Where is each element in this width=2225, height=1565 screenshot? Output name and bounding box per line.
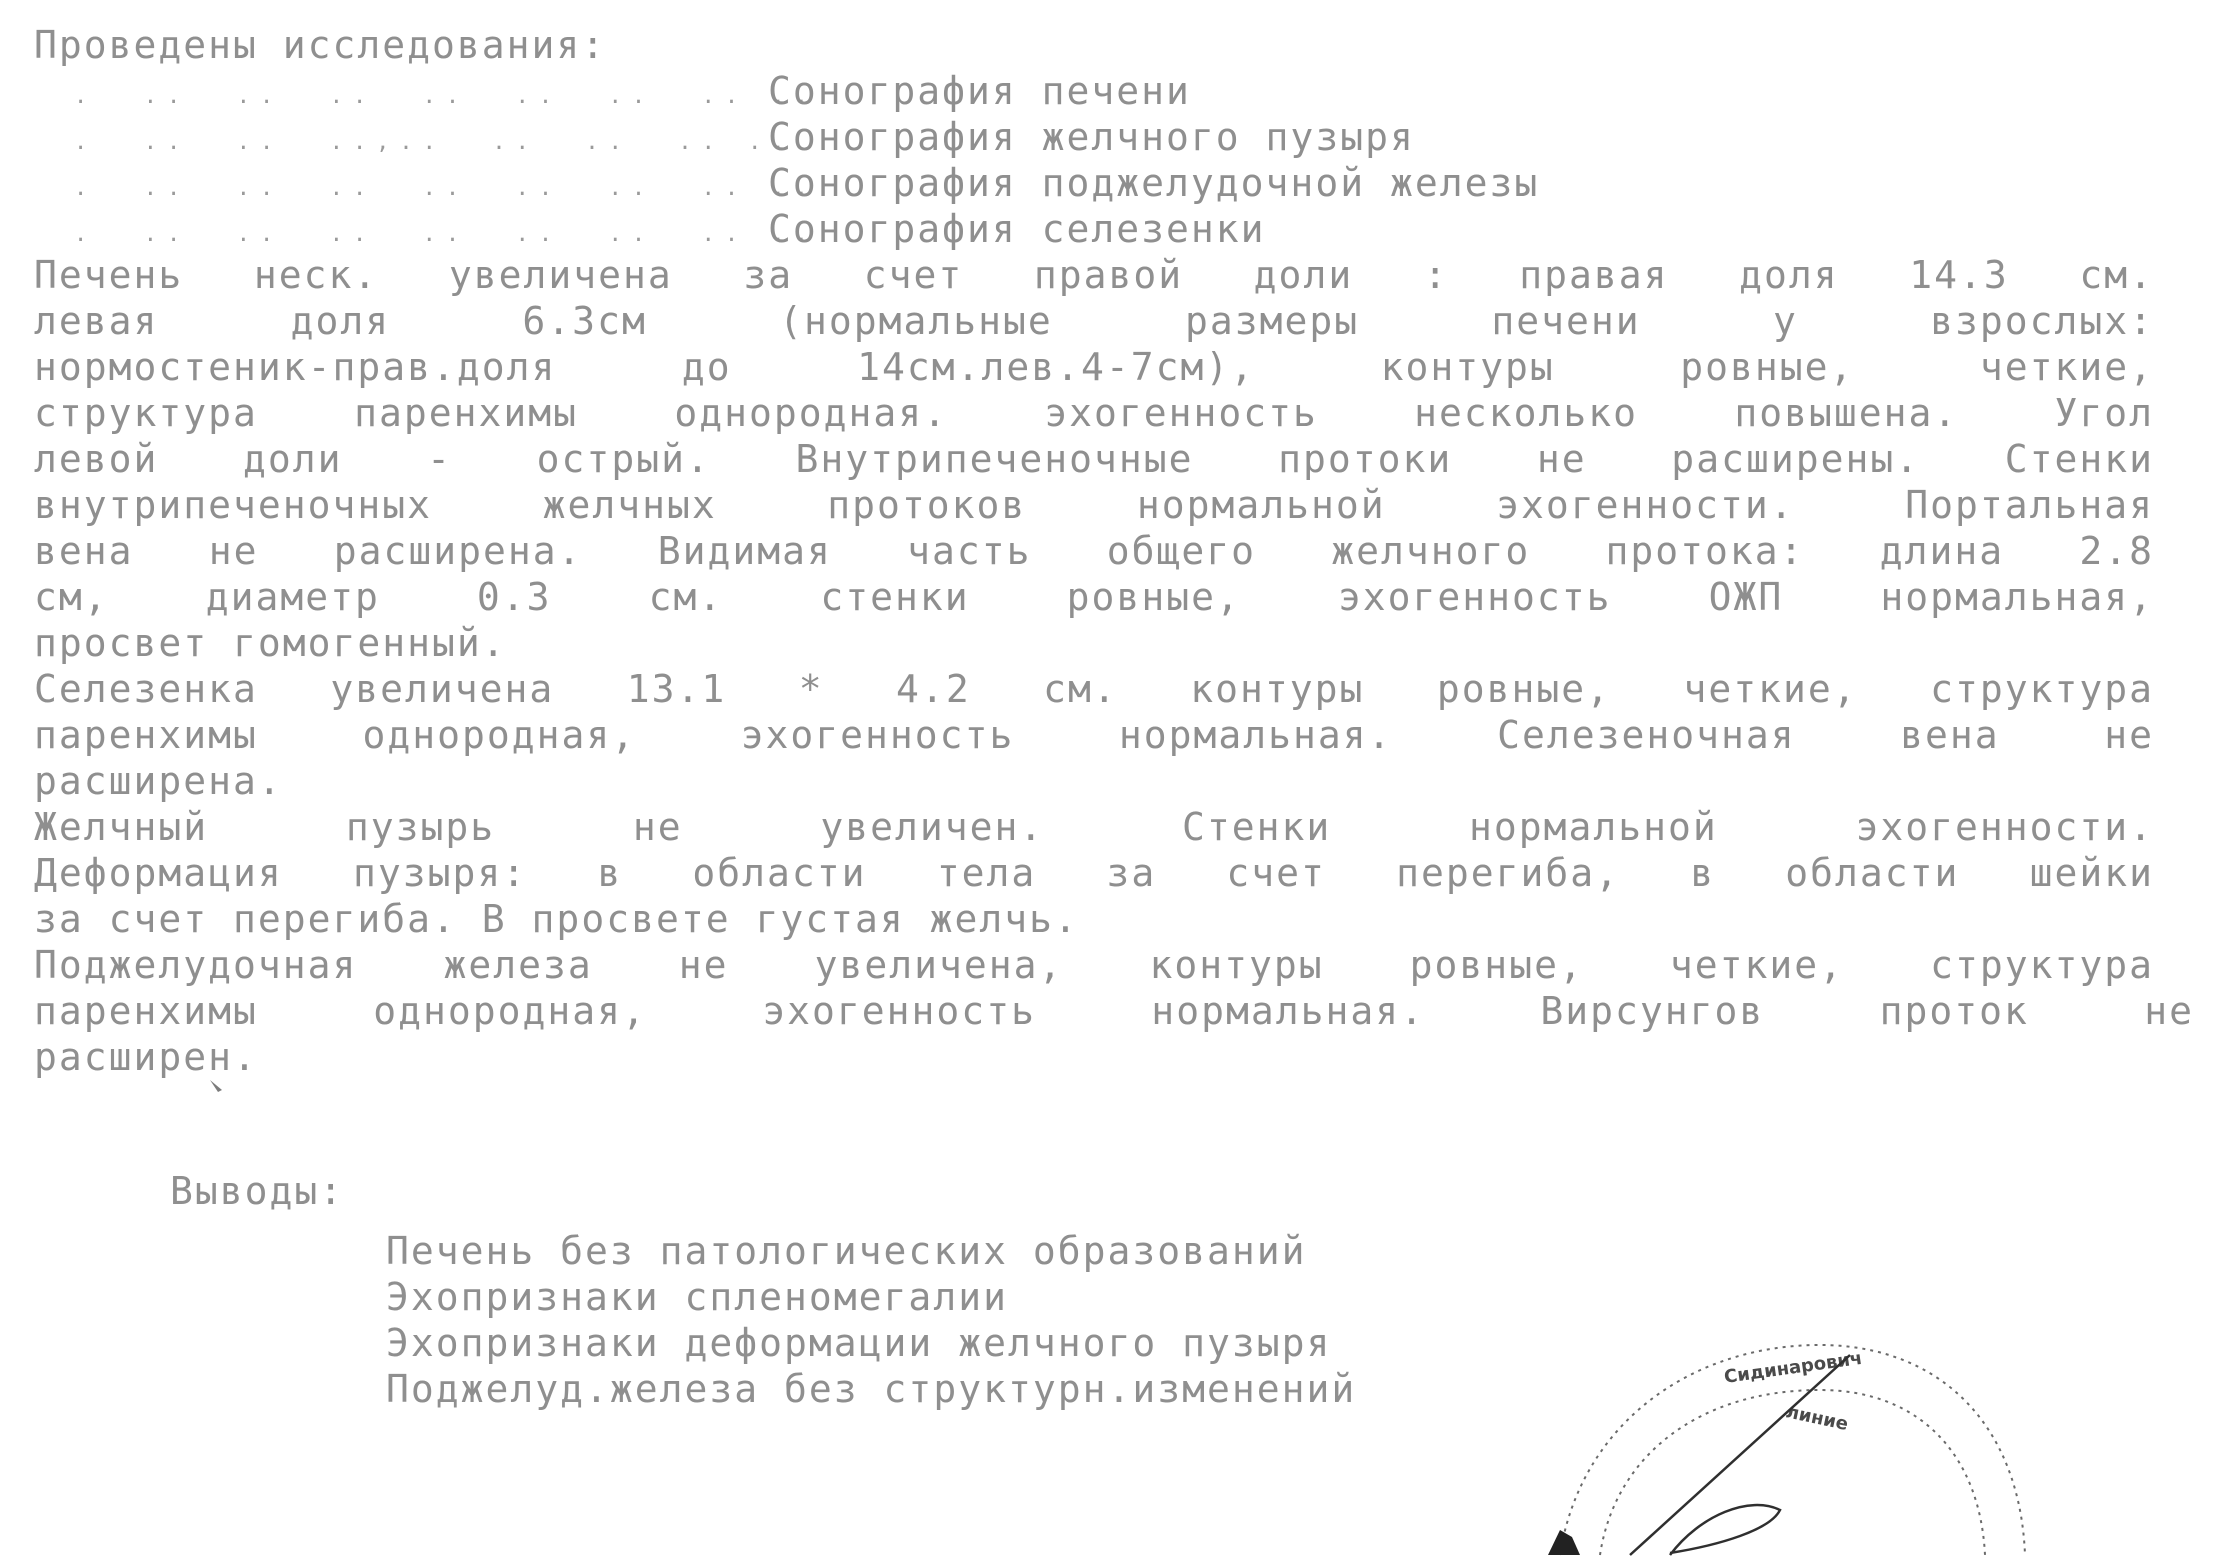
liver-paragraph-line bbox=[34, 391, 2154, 435]
liver-line-text: см, диаметр 0.3 см. стенки ровные, эхогенность ОЖП нормальная, bbox=[34, 575, 2154, 619]
study-item: Сонография селезенки bbox=[768, 207, 1266, 251]
intro-heading: Проведены исследования: bbox=[34, 23, 607, 67]
conclusions-heading: Выводы: bbox=[170, 1169, 345, 1213]
conclusion-item: Эхопризнаки деформации желчного пузыря bbox=[386, 1321, 1332, 1365]
liver-line-text: вена не расширена. Видимая часть общего желчного протока: длина 2.8 bbox=[34, 529, 2154, 573]
doctor-stamp bbox=[1520, 1305, 2040, 1565]
pancreas-line-text: Поджелудочная железа не увеличена, контуры ровные, четкие, структура bbox=[34, 943, 2154, 987]
scan-speck-mark bbox=[210, 1080, 222, 1092]
liver-line-text: левой доли - острый. Внутрипеченочные протоки не расширены. Стенки bbox=[34, 437, 2154, 481]
liver-line-text: левая доля 6.3см (нормальные размеры печени у взрослых: bbox=[34, 299, 2154, 343]
liver-paragraph-last-line: просвет гомогенный. bbox=[34, 621, 507, 665]
pancreas-paragraph-last-line: расширен. bbox=[34, 1035, 258, 1079]
study-leader-dots: . .. .. .. .. .. .. .. .. bbox=[74, 84, 818, 109]
svg-text:Сидинарович: Сидинарович bbox=[1722, 1347, 1864, 1388]
study-leader-dots: . .. .. ..,.. .. .. .. .. bbox=[74, 130, 795, 155]
spleen-paragraph-last-line: расширена. bbox=[34, 759, 283, 803]
study-item: Сонография желчного пузыря bbox=[768, 115, 1415, 159]
liver-paragraph-line bbox=[34, 575, 2154, 619]
liver-line-text: внутрипеченочных желчных протоков нормальной эхогенности. Портальная bbox=[34, 483, 2154, 527]
pancreas-paragraph-line bbox=[34, 943, 2154, 987]
study-leader-dots: . .. .. .. .. .. .. .. .. bbox=[74, 222, 818, 247]
liver-paragraph-line bbox=[34, 483, 2154, 527]
gallbladder-line-text: Деформация пузыря: в области тела за счет перегиба, в области шейки bbox=[34, 851, 2154, 895]
study-item: Сонография поджелудочной железы bbox=[768, 161, 1540, 205]
liver-paragraph-line bbox=[34, 437, 2154, 481]
gallbladder-paragraph-last-line: за счет перегиба. В просвете густая желчь. bbox=[34, 897, 1079, 941]
liver-line-text: нормостеник-прав.доля до 14см.лев.4-7см), контуры ровные, четкие, bbox=[34, 345, 2154, 389]
liver-paragraph-line bbox=[34, 253, 2154, 297]
spleen-paragraph-line bbox=[34, 713, 2154, 757]
conclusion-item: Печень без патологических образований bbox=[386, 1229, 1307, 1273]
liver-paragraph-line bbox=[34, 299, 2154, 343]
liver-paragraph-line bbox=[34, 529, 2154, 573]
gallbladder-line-text: Желчный пузырь не увеличен. Стенки нормальной эхогенности. bbox=[34, 805, 2154, 849]
spleen-paragraph-line bbox=[34, 667, 2154, 711]
pancreas-line-text: паренхимы однородная, эхогенность нормальная. Вирсунгов проток не bbox=[34, 989, 2194, 1033]
gallbladder-paragraph-line bbox=[34, 851, 2154, 895]
liver-line-text: структура паренхимы однородная. эхогенность несколько повышена. Угол bbox=[34, 391, 2154, 435]
conclusion-item: Эхопризнаки спленомегалии bbox=[386, 1275, 1008, 1319]
spleen-line-text: Селезенка увеличена 13.1 * 4.2 см. контуры ровные, четкие, структура bbox=[34, 667, 2154, 711]
gallbladder-paragraph-line bbox=[34, 805, 2154, 849]
stamp-ink-blot bbox=[1548, 1530, 1580, 1555]
liver-paragraph-line bbox=[34, 345, 2154, 389]
svg-text:линие: линие bbox=[1783, 1401, 1851, 1436]
conclusion-item: Поджелуд.железа без структурн.изменений bbox=[386, 1367, 1357, 1411]
spleen-line-text: паренхимы однородная, эхогенность нормальная. Селезеночная вена не bbox=[34, 713, 2154, 757]
study-item: Сонография печени bbox=[768, 69, 1191, 113]
pancreas-paragraph-line bbox=[34, 989, 2194, 1033]
study-leader-dots: . .. .. .. .. .. .. .. .. bbox=[74, 176, 818, 201]
liver-line-text: Печень неск. увеличена за счет правой доли : правая доля 14.3 см. bbox=[34, 253, 2154, 297]
